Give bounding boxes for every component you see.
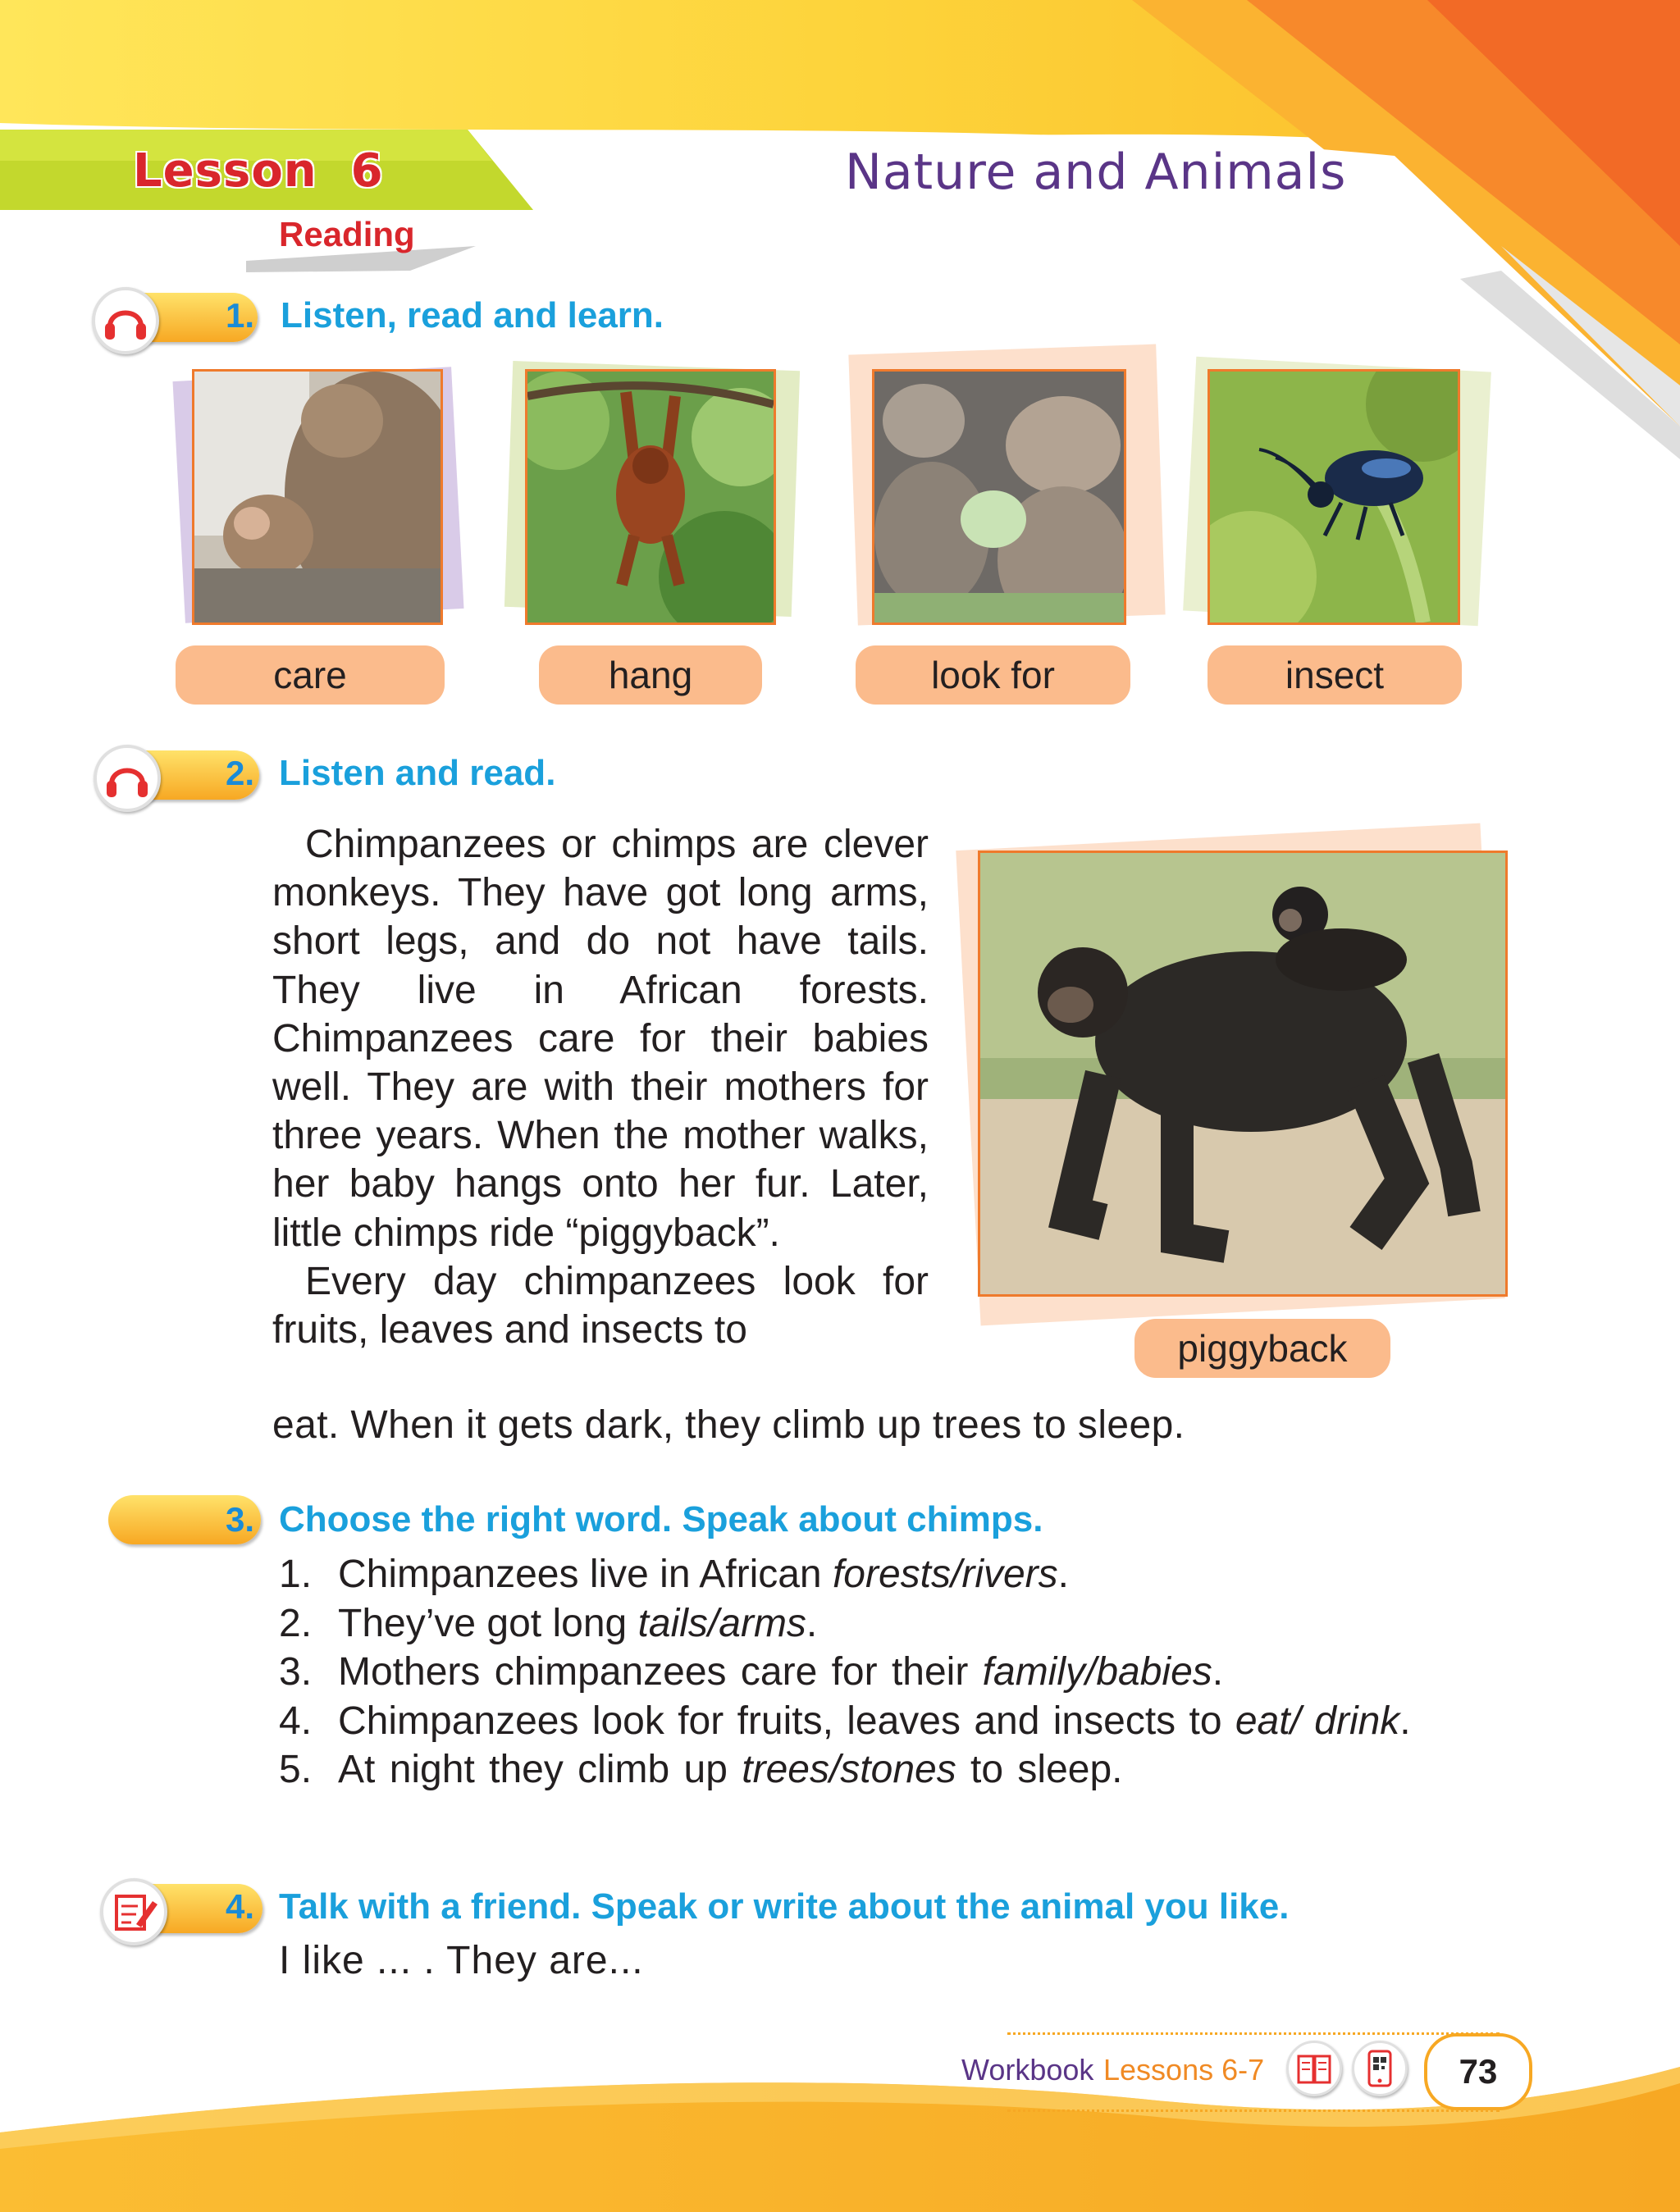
footer-divider: [1007, 2109, 1500, 2112]
word-pill-piggyback: piggyback: [1134, 1319, 1390, 1378]
question-text: At night they climb up: [338, 1748, 742, 1791]
lesson-title: [133, 144, 384, 198]
question-list: [279, 1550, 1468, 1795]
passage-paragraph-2: Every day chimpanzees look for fruits, leaves and insects to: [272, 1259, 929, 1352]
question-number: 4.: [279, 1699, 313, 1743]
question-text: They’ve got long: [338, 1601, 638, 1645]
task4-instruction: Talk with a friend. Speak or write about the animal you like.: [279, 1886, 1290, 1927]
reading-passage: [272, 820, 929, 1354]
question-number: 1.: [279, 1553, 313, 1596]
question-item: [279, 1550, 1468, 1599]
question-text: Chimpanzees look for fruits, leaves and insects to: [338, 1699, 1235, 1743]
question-number: 2.: [279, 1601, 313, 1645]
word-choice[interactable]: tails/arms: [637, 1601, 806, 1645]
question-item: [279, 1697, 1429, 1746]
workbook-book-icon[interactable]: [1286, 2041, 1342, 2096]
word-pill-look-for: look for: [856, 645, 1130, 705]
word-pill-hang: hang: [539, 645, 762, 705]
word-choice[interactable]: trees/stones: [742, 1748, 956, 1791]
question-item: [279, 1745, 1468, 1795]
task1-instruction: Listen, read and learn.: [281, 295, 664, 335]
task1-number: 1.: [225, 296, 254, 335]
question-text: Chimpanzees live in African: [338, 1553, 833, 1596]
word-choice[interactable]: forests/rivers: [832, 1553, 1058, 1596]
word-choice[interactable]: family/babies: [982, 1650, 1212, 1694]
question-text: Mothers chimpanzees care for their: [338, 1650, 983, 1694]
orangutan-hang-photo: [525, 369, 776, 625]
word-pill-insect: insect: [1208, 645, 1462, 705]
beetle-insect-photo: [1208, 369, 1460, 625]
question-number: 5.: [279, 1748, 313, 1791]
task2-instruction: Listen and read.: [279, 753, 556, 793]
chimpanzee-piggyback-photo: [978, 851, 1508, 1297]
word-choice[interactable]: eat/ drink: [1235, 1699, 1400, 1743]
qr-phone-icon[interactable]: [1352, 2041, 1408, 2096]
word-pill-care: care: [176, 645, 445, 705]
question-text-end: .: [806, 1601, 818, 1645]
speaking-prompt: I like ... . They are...: [279, 1939, 644, 1982]
page-number: 73: [1424, 2033, 1532, 2110]
passage-paragraph-2-end: eat. When it gets dark, they climb up trees to sleep.: [272, 1403, 1185, 1447]
question-item: [279, 1648, 1468, 1697]
lesson-label: Lesson: [133, 144, 317, 198]
headphones-icon[interactable]: [94, 745, 161, 812]
question-text-end: .: [1399, 1699, 1411, 1743]
question-number: 3.: [279, 1650, 313, 1694]
workbook-lessons: Lessons 6-7: [1103, 2053, 1265, 2087]
lesson-number: 6: [350, 144, 384, 198]
question-item: [279, 1599, 1468, 1649]
footer-divider: [1007, 2032, 1500, 2035]
task3-number: 3.: [225, 1500, 254, 1539]
question-text-end: to sleep.: [956, 1748, 1123, 1791]
passage-paragraph-1: Chimpanzees or chimps are clever monkeys. They have got long arms, short legs, and do not have tails. They live in African forests. Chimpanzees care for their babies well. They are with their mothers for three years. When the mother walks, her baby hangs onto her fur. Later, little chimps ride “piggyback”.: [272, 823, 929, 1255]
pencil-write-icon[interactable]: [100, 1878, 167, 1945]
task4-number: 4.: [225, 1887, 254, 1926]
task3-instruction: Choose the right word. Speak about chimps.: [279, 1499, 1043, 1539]
workbook-label: Workbook: [961, 2053, 1094, 2087]
question-text-end: .: [1057, 1553, 1070, 1596]
section-label: Reading: [279, 215, 415, 253]
monkeys-care-photo: [192, 369, 443, 625]
task2-number: 2.: [225, 754, 254, 792]
unit-title: Nature and Animals: [845, 144, 1347, 201]
monkeys-look-for-photo: [872, 369, 1126, 625]
question-text-end: .: [1212, 1650, 1224, 1694]
headphones-icon[interactable]: [92, 287, 159, 354]
